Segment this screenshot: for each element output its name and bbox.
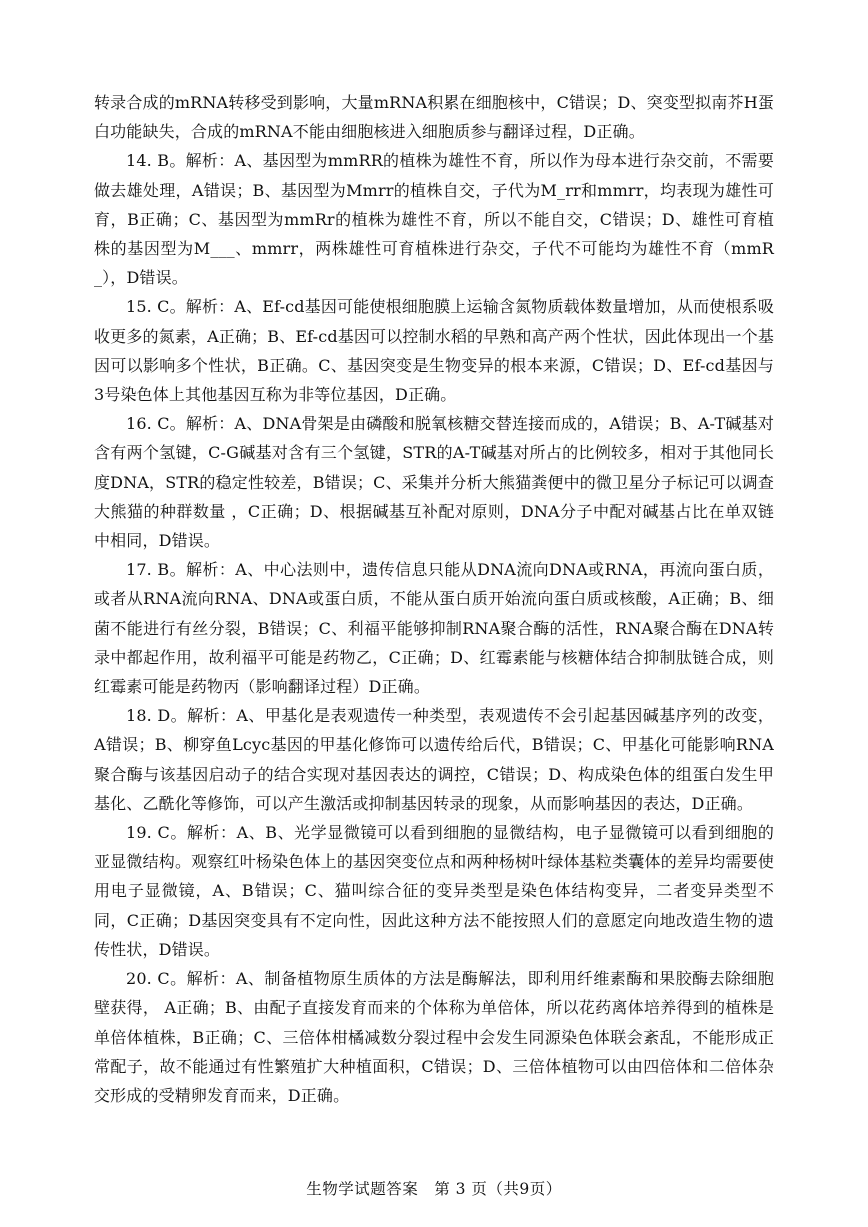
answer-15: 15. C。解析：A、Ef-cd基因可能使根细胞膜上运输含氮物质载体数量增加，从而使根系吸收更多的氮素，A正确；B、Ef-cd基因可以控制水稻的早熟和高产两个性状，因此体现出一个基因可以影响多个性状，B正确。C、基因突变是生物变异的根本来源，C错误；D、Ef-cd基因与3号染色体上其他基因互称为非等位基因，D正确。 xyxy=(94,297,774,405)
answer-13-continuation: 转录合成的mRNA转移受到影响，大量mRNA积累在细胞核中，C错误；D、突变型拟南芥H蛋白功能缺失，合成的mRNA不能由细胞核进入细胞质参与翻译过程，D正确。 xyxy=(94,93,774,142)
answer-content xyxy=(94,88,774,1110)
answer-17: 17. B。解析：A、中心法则中，遗传信息只能从DNA流向DNA或RNA，再流向蛋白质，或者从RNA流向RNA、DNA或蛋白质，不能从蛋白质开始流向蛋白质或核酸，A正确；B、细菌不能进行有丝分裂，B错误；C、利福平能够抑制RNA聚合酶的活性，RNA聚合酶在DNA转录中都起作用，故利福平可能是药物乙，C正确；D、红霉素能与核糖体结合抑制肽链合成，则红霉素可能是药物丙（影响翻译过程）D正确。 xyxy=(94,560,774,697)
page-footer: 生物学试题答案 第 3 页（共9页） xyxy=(306,1180,562,1198)
answer-19: 19. C。解析：A、B、光学显微镜可以看到细胞的显微结构，电子显微镜可以看到细胞的亚显微结构。观察红叶杨染色体上的基因突变位点和两种杨树叶绿体基粒类囊体的差异均需要使用电子显微镜，A、B错误；C、猫叫综合征的变异类型是染色体结构变异，二者变异类型不同，C正确；D基因突变具有不定向性，因此这种方法不能按照人们的意愿定向地改造生物的遗传性状，D错误。 xyxy=(94,823,774,959)
answer-14: 14. B。解析：A、基因型为mmRR的植株为雄性不育，所以作为母本进行杂交前，不需要做去雄处理，A错误；B、基因型为Mmrr的植株自交，子代为M_rr和mmrr，均表现为雄性可育，B正确；C、基因型为mmRr的植株为雄性不育，所以不能自交，C错误；D、雄性可育植株的基因型为M___、mmrr，两株雄性可育植株进行杂交，子代不可能均为雄性不育（mmR_），D错误。 xyxy=(94,151,774,288)
answer-20: 20. C。解析：A、制备植物原生质体的方法是酶解法，即利用纤维素酶和果胶酶去除细胞壁获得， A正确；B、由配子直接发育而来的个体称为单倍体，所以花药离体培养得到的植株是单倍体植株，B正确；C、三倍体柑橘减数分裂过程中会发生同源染色体联会紊乱，不能形成正常配子，故不能通过有性繁殖扩大种植面积，C错误；D、三倍体植物可以由四倍体和二倍体杂交形成的受精卵发育而来，D正确。 xyxy=(94,969,774,1105)
answer-16: 16. C。解析：A、DNA骨架是由磷酸和脱氧核糖交替连接而成的，A错误；B、A-T碱基对含有两个氢键，C-G碱基对含有三个氢键，STR的A-T碱基对所占的比例较多，相对于其他同长度DNA，STR的稳定性较差，B错误；C、采集并分析大熊猫粪便中的微卫星分子标记可以调查大熊猫的种群数量 ，C正确；D、根据碱基互补配对原则，DNA分子中配对碱基占比在单双链中相同，D错误。 xyxy=(94,414,774,551)
answer-18: 18. D。解析：A、甲基化是表观遗传一种类型，表观遗传不会引起基因碱基序列的改变，A错误；B、柳穿鱼Lcyc基因的甲基化修饰可以遗传给后代，B错误；C、甲基化可能影响RNA聚合酶与该基因启动子的结合实现对基因表达的调控，C错误；D、构成染色体的组蛋白发生甲基化、乙酰化等修饰，可以产生激活或抑制基因转录的现象，从而影响基因的表达，D正确。 xyxy=(94,706,774,813)
